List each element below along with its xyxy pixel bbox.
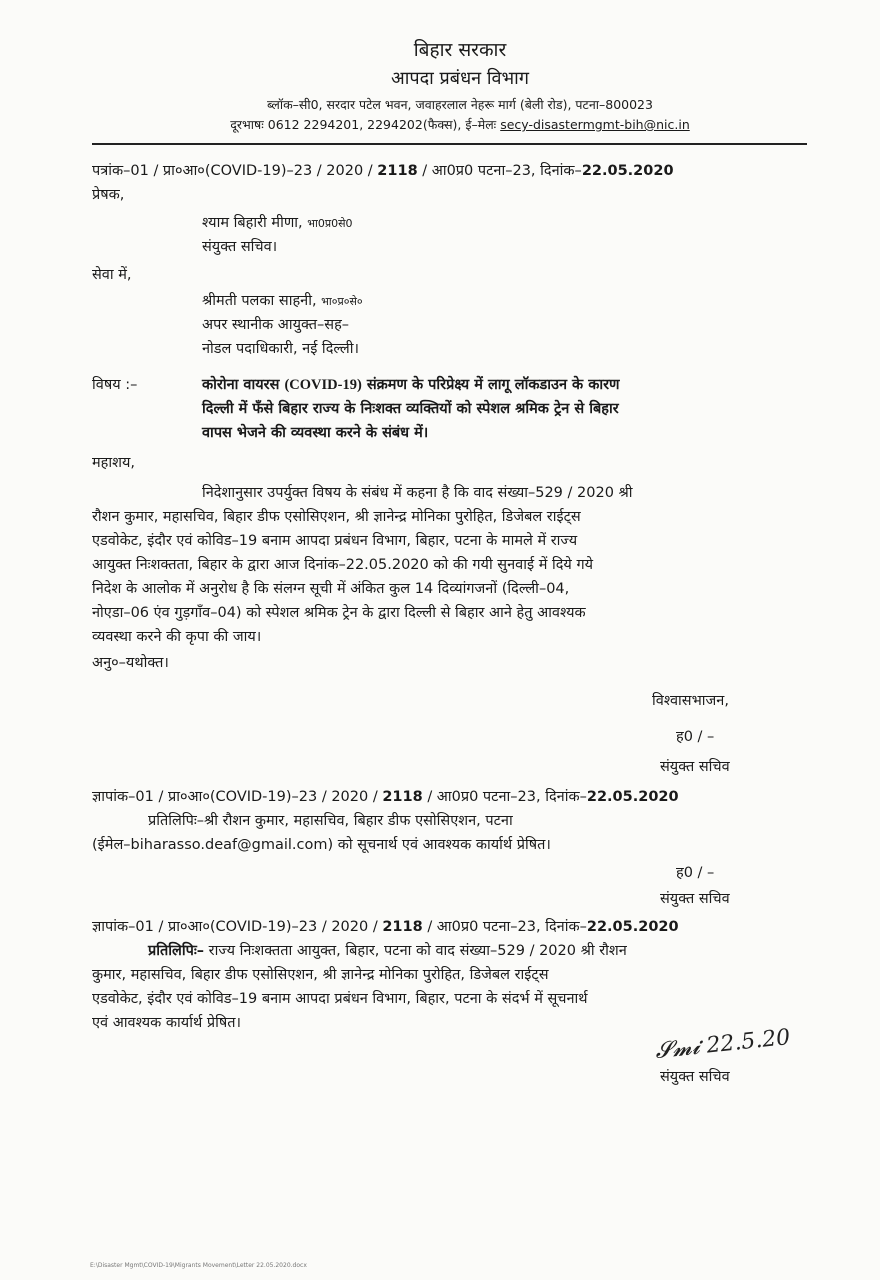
to-label: सेवा में,: [92, 267, 132, 283]
copy1-line-1: प्रतिलिपिः–श्री रौशन कुमार, महासचिव, बिहार डीफ एसोसिएशन, पटना: [148, 813, 513, 829]
subject-label: विषय :–: [92, 377, 138, 393]
reference-prefix: पत्रांक–01 / प्रा०आ०(COVID-19)–23 / 2020 /: [92, 163, 373, 179]
contact-phone: दूरभाषः 0612 2294201, 2294202(फैक्स), ई–मेलः: [230, 117, 497, 132]
copy2-memo-date: 22.05.2020: [586, 919, 679, 935]
signed-mark: ह0 / –: [676, 729, 715, 745]
copy2-designation: संयुक्त सचिव: [660, 1069, 730, 1085]
reference-number: 2118: [377, 163, 418, 179]
letter-reference: [92, 160, 674, 180]
copy1-memo-number: 2118: [382, 789, 423, 805]
copy2-line-1: [148, 940, 627, 960]
copy2-memo-place: / आ0प्र0 पटना–23, दिनांक–: [427, 919, 587, 935]
body-line: निदेशानुसार उपर्युक्त विषय के संबंध में कहना है कि वाद संख्या–529 / 2020 श्री: [202, 485, 633, 501]
letterhead-contact: [20, 116, 880, 133]
copy2-line-2: कुमार, महासचिव, बिहार डीफ एसोसिएशन, श्री ज्ञानेन्द्र मोनिका पुरोहित, डिजेबल राईट्स: [92, 967, 549, 983]
copy1-memo-place: / आ0प्र0 पटना–23, दिनांक–: [427, 789, 587, 805]
body-line: आयुक्त निःशक्तता, बिहार के द्वारा आज दिनांक–22.05.2020 को की गयी सुनवाई में दिये गये: [92, 557, 594, 573]
subject-line-1c: संक्रमण के परिप्रेक्ष्य में लागू लॉकडाउन के कारण: [366, 377, 620, 393]
copy2-memo: [92, 916, 679, 936]
header-divider: [92, 143, 807, 145]
sender-designation: संयुक्त सचिव।: [202, 239, 278, 255]
letterhead-government: बिहार सरकार: [413, 39, 507, 61]
body-line: नोएडा–06 एंव गुड़गाँव–04) को स्पेशल श्रमिक ट्रेन के द्वारा दिल्ली से बिहार आने हेतु आवश्यक: [92, 605, 586, 621]
recipient-line-2: अपर स्थानीक आयुक्त–सह–: [202, 317, 350, 333]
copy2-line-3: एडवोकेट, इंदौर एवं कोविड–19 बनाम आपदा प्रबंधन विभाग, बिहार, पटना के संदर्भ में सूचनार्थ: [92, 991, 588, 1007]
contact-email-link[interactable]: secy-disastermgmt-bih@nic.in: [500, 117, 690, 132]
reference-place: / आ0प्र0 पटना–23, दिनांक–: [422, 163, 582, 179]
copy1-memo-prefix: ज्ञापांक–01 / प्रा०आ०(COVID-19)–23 / 2020 /: [92, 789, 378, 805]
body-line: एडवोकेट, इंदौर एवं कोविड–19 बनाम आपदा प्रबंधन विभाग, बिहार, पटना के मामले में राज्य: [92, 533, 578, 549]
subject-line-1b: (COVID-19): [284, 377, 362, 393]
recipient-service: भा०प्र०से०: [321, 295, 363, 308]
subject-line-1: [202, 374, 620, 394]
copy2-line-4: एवं आवश्यक कार्यार्थ प्रेषित।: [92, 1015, 241, 1031]
sender-name-text: श्याम बिहारी मीणा,: [202, 215, 303, 231]
salutation: महाशय,: [92, 455, 136, 471]
copy1-memo: [92, 786, 679, 806]
copy2-memo-number: 2118: [382, 919, 423, 935]
recipient-line-3: नोडल पदाधिकारी, नई दिल्ली।: [202, 341, 360, 357]
letterhead-address: ब्लॉक–सी0, सरदार पटेल भवन, जवाहरलाल नेहरू मार्ग (बेली रोड), पटना–800023: [267, 97, 653, 112]
copy1-signed-mark: ह0 / –: [676, 865, 715, 881]
sender-name: [202, 212, 353, 232]
closing-designation: संयुक्त सचिव: [660, 759, 730, 775]
copy1-memo-date: 22.05.2020: [586, 789, 679, 805]
body-line: निदेश के आलोक में अनुरोध है कि संलग्न सूची में अंकित कुल 14 दिव्यांगजनों (दिल्ली–04,: [92, 581, 570, 597]
recipient-name-text: श्रीमती पलका साहनी,: [202, 293, 317, 309]
sender-service: भा0प्र0से0: [307, 217, 353, 230]
reference-date: 22.05.2020: [581, 163, 674, 179]
subject-line-1a: कोरोना वायरस: [202, 377, 280, 393]
copy2-line-1-text: राज्य निःशक्तता आयुक्त, बिहार, पटना को वाद संख्या–529 / 2020 श्री रौशन: [208, 943, 627, 959]
copy2-memo-prefix: ज्ञापांक–01 / प्रा०आ०(COVID-19)–23 / 2020 /: [92, 919, 378, 935]
letterhead-department: आपदा प्रबंधन विभाग: [391, 68, 529, 89]
body-line: रौशन कुमार, महासचिव, बिहार डीफ एसोसिएशन, श्री ज्ञानेन्द्र मोनिका पुरोहित, डिजेबल राईट्स: [92, 509, 581, 525]
copy1-designation: संयुक्त सचिव: [660, 891, 730, 907]
recipient-name: [202, 290, 363, 310]
closing: विश्वासभाजन,: [652, 693, 729, 709]
copy1-line-2: (ईमेल–biharasso.deaf@gmail.com) को सूचनार्थ एवं आवश्यक कार्यार्थ प्रेषित।: [92, 837, 551, 853]
subject-line-2: दिल्ली में फँसे बिहार राज्य के निःशक्त व्यक्तियों को स्पेशल श्रमिक ट्रेन से बिहार: [202, 401, 619, 417]
sender-label: प्रेषक,: [92, 187, 125, 203]
enclosure: अनु०–यथोक्त।: [92, 655, 169, 671]
handwritten-signature: 𝓢𝓶𝓲 22.5.20: [654, 1024, 792, 1065]
copy2-label: प्रतिलिपिः–: [148, 943, 205, 959]
subject-line-3: वापस भेजने की व्यवस्था करने के संबंध में।: [202, 425, 429, 441]
file-path-footer: E:\Disaster Mgmt\COVID-19\Migrants Movement\Letter 22.05.2020.docx: [90, 1262, 307, 1269]
body-line: व्यवस्था करने की कृपा की जाय।: [92, 629, 262, 645]
